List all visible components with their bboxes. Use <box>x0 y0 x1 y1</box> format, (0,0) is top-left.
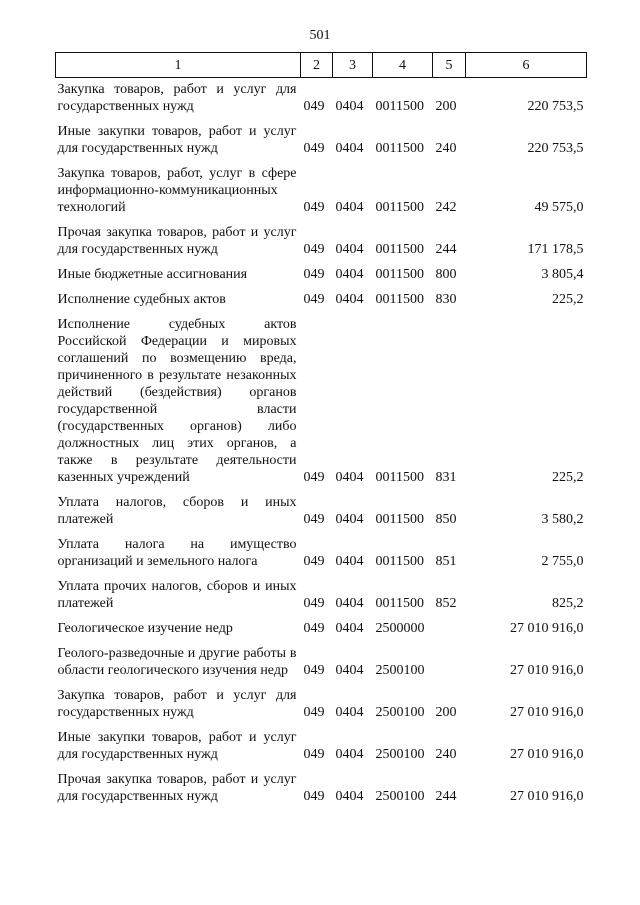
row-col-2: 049 <box>303 621 325 636</box>
row-col-4: 2500100 <box>375 789 425 804</box>
row-col-4: 2500100 <box>375 663 425 678</box>
row-col-2: 049 <box>303 292 325 307</box>
row-col-2: 049 <box>303 747 325 762</box>
row-col-5: 850 <box>435 512 457 527</box>
row-col-4: 0011500 <box>375 200 424 215</box>
table-row <box>56 536 587 578</box>
row-col-3: 0404 <box>335 512 364 527</box>
row-name: Закупка товаров, работ и услуг для государственных нужд <box>57 688 297 720</box>
row-col-4: 0011500 <box>375 99 424 114</box>
table-row <box>56 494 587 536</box>
row-amount: 27 010 916,0 <box>510 747 584 762</box>
row-amount: 220 753,5 <box>527 99 584 114</box>
row-col-3: 0404 <box>335 242 364 257</box>
row-amount: 220 753,5 <box>527 141 584 156</box>
row-amount: 49 575,0 <box>534 200 584 215</box>
row-amount: 225,2 <box>552 292 584 307</box>
table-row <box>56 78 587 124</box>
row-col-3: 0404 <box>335 621 364 636</box>
header-col-4: 4 <box>373 53 433 78</box>
table-row <box>56 729 587 771</box>
table-row <box>56 224 587 266</box>
row-col-2: 049 <box>303 663 325 678</box>
row-name: Геологическое изучение недр <box>57 621 233 636</box>
row-col-5: 851 <box>435 554 457 569</box>
row-col-2: 049 <box>303 99 325 114</box>
row-name: Иные бюджетные ассигнования <box>57 267 248 282</box>
table-row <box>56 645 587 687</box>
row-col-2: 049 <box>303 512 325 527</box>
row-col-3: 0404 <box>335 292 364 307</box>
row-col-5 <box>433 620 466 645</box>
header-col-1: 1 <box>56 53 301 78</box>
row-col-4: 0011500 <box>375 470 424 485</box>
table-row <box>56 123 587 165</box>
row-col-3: 0404 <box>335 663 364 678</box>
row-col-3: 0404 <box>335 99 364 114</box>
row-name: Прочая закупка товаров, работ и услуг для государственных нужд <box>57 772 297 804</box>
row-col-5: 831 <box>435 470 457 485</box>
row-col-4: 2500100 <box>375 747 425 762</box>
row-name: Закупка товаров, работ и услуг для государственных нужд <box>57 82 297 114</box>
row-name: Иные закупки товаров, работ и услуг для государственных нужд <box>57 730 297 762</box>
header-col-2: 2 <box>301 53 333 78</box>
row-col-5: 830 <box>435 292 457 307</box>
header-col-3: 3 <box>333 53 373 78</box>
row-col-5: 240 <box>435 141 457 156</box>
row-col-2: 049 <box>303 470 325 485</box>
header-col-6: 6 <box>466 53 587 78</box>
row-col-2: 049 <box>303 554 325 569</box>
page-number: 501 <box>309 28 331 43</box>
row-col-4: 0011500 <box>375 554 424 569</box>
row-col-4: 2500100 <box>375 705 425 720</box>
row-col-2: 049 <box>303 789 325 804</box>
row-amount: 27 010 916,0 <box>510 789 584 804</box>
table-row <box>56 165 587 224</box>
row-col-5: 200 <box>435 99 457 114</box>
row-col-2: 049 <box>303 267 325 282</box>
row-col-3: 0404 <box>335 267 364 282</box>
row-name: Исполнение судебных актов <box>57 292 226 307</box>
row-col-3: 0404 <box>335 705 364 720</box>
row-col-5 <box>433 645 466 687</box>
row-name: Уплата налогов, сборов и иных платежей <box>57 495 297 527</box>
row-col-3: 0404 <box>335 596 364 611</box>
table-row <box>56 578 587 620</box>
table-row <box>56 687 587 729</box>
table-row <box>56 291 587 316</box>
row-col-3: 0404 <box>335 554 364 569</box>
row-name: Уплата налога на имущество организаций и земельного налога <box>57 537 297 569</box>
row-col-5: 200 <box>435 705 457 720</box>
row-col-4: 0011500 <box>375 596 424 611</box>
table-row <box>56 316 587 494</box>
row-col-4: 0011500 <box>375 242 424 257</box>
table-body <box>56 78 587 814</box>
row-col-2: 049 <box>303 596 325 611</box>
row-col-3: 0404 <box>335 789 364 804</box>
table-row <box>56 771 587 813</box>
row-name: Закупка товаров, работ, услуг в сфере информационно-коммуникационных технологий <box>57 166 297 215</box>
row-col-3: 0404 <box>335 747 364 762</box>
row-col-5: 240 <box>435 747 457 762</box>
row-col-3: 0404 <box>335 200 364 215</box>
row-amount: 27 010 916,0 <box>510 663 584 678</box>
row-amount: 27 010 916,0 <box>510 705 584 720</box>
row-name: Прочая закупка товаров, работ и услуг для государственных нужд <box>57 225 297 257</box>
header-col-5: 5 <box>433 53 466 78</box>
row-amount: 171 178,5 <box>527 242 584 257</box>
row-col-5: 852 <box>435 596 457 611</box>
row-col-4: 0011500 <box>375 512 424 527</box>
row-amount: 27 010 916,0 <box>510 621 584 636</box>
row-col-2: 049 <box>303 705 325 720</box>
row-amount: 3 805,4 <box>541 267 584 282</box>
row-amount: 825,2 <box>552 596 584 611</box>
row-col-5: 244 <box>435 242 457 257</box>
row-col-5: 244 <box>435 789 457 804</box>
table-header <box>56 53 587 78</box>
row-col-2: 049 <box>303 200 325 215</box>
table-row <box>56 620 587 645</box>
row-col-3: 0404 <box>335 141 364 156</box>
budget-table <box>55 52 587 813</box>
row-col-4: 0011500 <box>375 292 424 307</box>
row-amount: 3 580,2 <box>541 512 584 527</box>
row-amount: 225,2 <box>552 470 584 485</box>
row-name: Геолого-разведочные и другие работы в области геологического изучения недр <box>57 646 297 678</box>
row-name: Иные закупки товаров, работ и услуг для государственных нужд <box>57 124 297 156</box>
row-name: Уплата прочих налогов, сборов и иных платежей <box>57 579 297 611</box>
row-amount: 2 755,0 <box>541 554 584 569</box>
row-col-3: 0404 <box>335 470 364 485</box>
row-col-5: 800 <box>435 267 457 282</box>
table-row <box>56 266 587 291</box>
row-name: Исполнение судебных актов Российской Федерации и мировых соглашений по возмещению вреда, причиненного в результате незаконных действий (бездействия) органов государственной власти (государственных органов) либо должностных лиц этих органов, а также в результате деятельности казенных учреждений <box>57 317 297 485</box>
row-col-2: 049 <box>303 242 325 257</box>
row-col-5: 242 <box>435 200 457 215</box>
row-col-4: 0011500 <box>375 141 424 156</box>
row-col-4: 0011500 <box>375 267 424 282</box>
row-col-2: 049 <box>303 141 325 156</box>
row-col-4: 2500000 <box>375 621 425 636</box>
